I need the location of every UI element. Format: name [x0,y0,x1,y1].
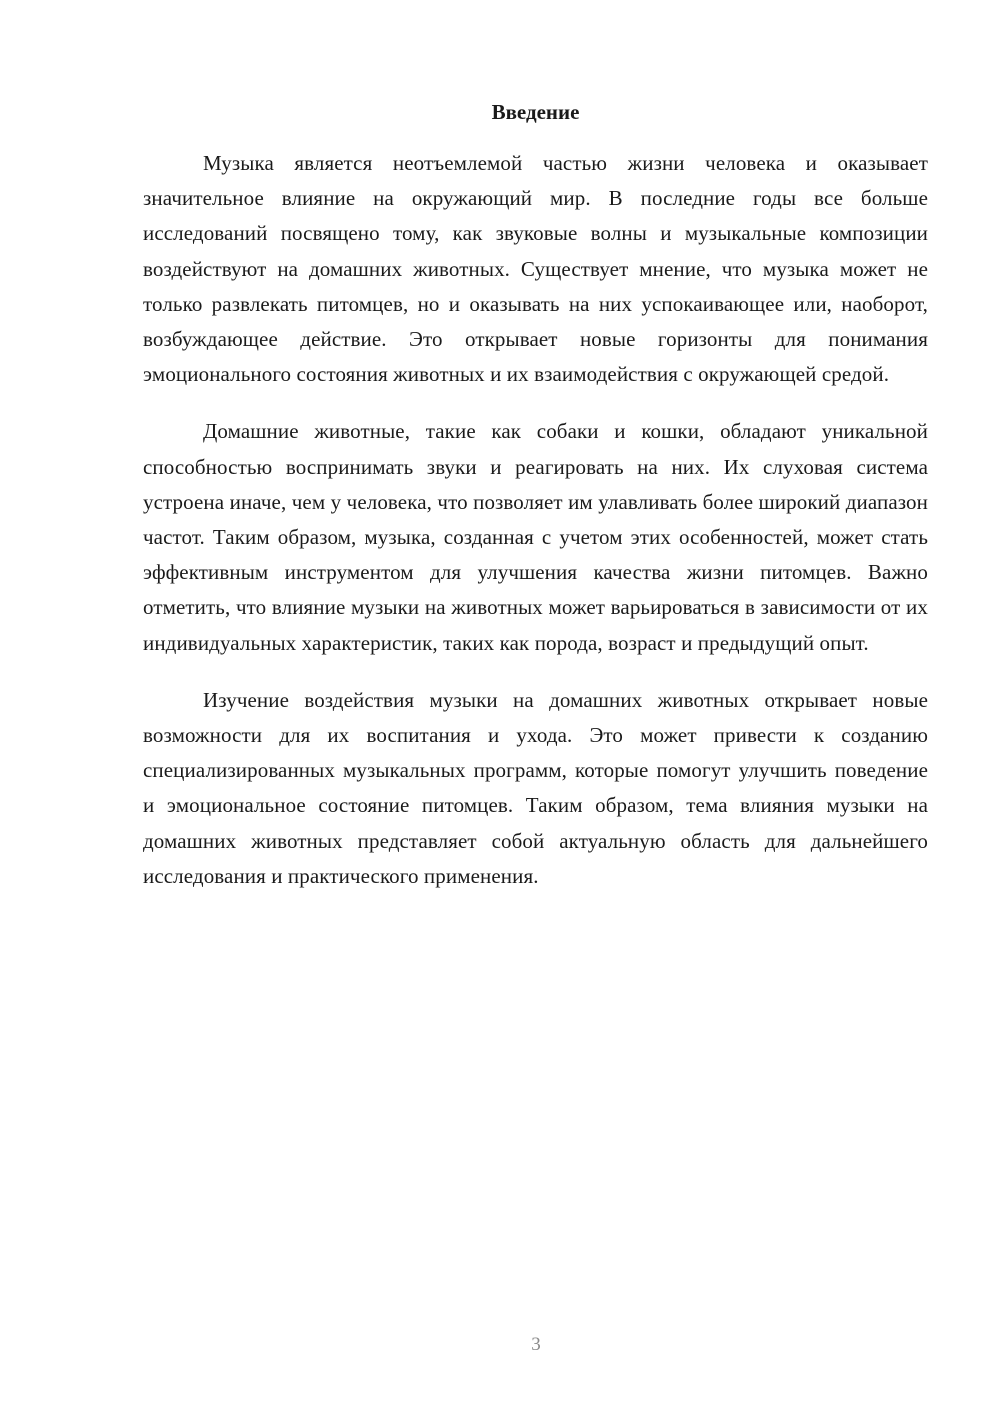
paragraph-2: Домашние животные, такие как собаки и кошки, обладают уникальной способностью воспринимать звуки и реагировать на них. Их слуховая система устроена иначе, чем у человека, что позволяет им улавливать более широкий диапазон частот. Таким образом, музыка, созданная с учетом этих особенностей, может стать эффективным инструментом для улучшения качества жизни питомцев. Важно отметить, что влияние музыки на животных может варьироваться в зависимости от их индивидуальных характеристик, таких как порода, возраст и предыдущий опыт. [143,419,928,655]
paragraph-1: Музыка является неотъемлемой частью жизни человека и оказывает значительное влияние на окружающий мир. В последние годы все больше исследований посвящено тому, как звуковые волны и музыкальные композиции воздействуют на домашних животных. Существует мнение, что музыка может не только развлекать питомцев, но и оказывать на них успокаивающее или, наоборот, возбуждающее действие. Это открывает новые горизонты для понимания эмоционального состояния животных и их взаимодействия с окружающей средой. [143,151,928,387]
section-title: Введение [491,100,580,124]
paragraph-3: Изучение воздействия музыки на домашних животных открывает новые возможности для их воспитания и ухода. Это может привести к созданию специализированных музыкальных программ, которые помогут улучшить поведение и эмоциональное состояние питомцев. Таким образом, тема влияния музыки на домашних животных представляет собой актуальную область для дальнейшего исследования и практического применения. [143,687,928,888]
page-content [143,98,928,916]
page-number: 3 [531,1334,541,1355]
